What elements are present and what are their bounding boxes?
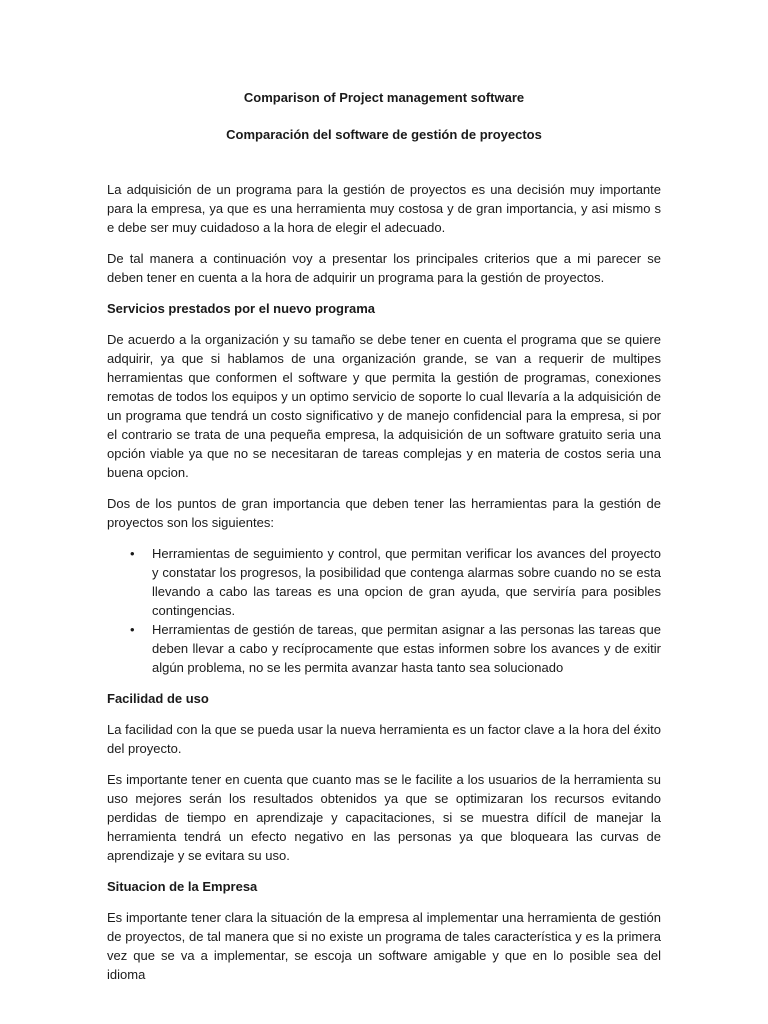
list-item-text: Herramientas de gestión de tareas, que permitan asignar a las personas las tareas que deben llevar a cabo y recíprocamente que estas informen sobre los avances y de exitir algún problema, no se les permita avanzar hasta tanto sea solucionado — [152, 622, 661, 675]
list-item — [130, 544, 661, 620]
situacion-paragraph-1: Es importante tener clara la situación de la empresa al implementar una herramienta de gestión de proyectos, de tal manera que si no existe un programa de tales característica y es la primera vez que se va a implementar, se escoja un software amigable y que en lo posible sea del idioma — [107, 910, 661, 982]
title-english: Comparison of Project management software — [243, 90, 525, 105]
facilidad-paragraph-1: La facilidad con la que se pueda usar la nueva herramienta es un factor clave a la hora del éxito del proyecto. — [107, 722, 661, 756]
section-heading-servicios: Servicios prestados por el nuevo programa — [107, 301, 376, 316]
servicios-paragraph-2: Dos de los puntos de gran importancia que deben tener las herramientas para la gestión de proyectos son los siguientes: — [107, 496, 661, 530]
list-item-text: Herramientas de seguimiento y control, que permitan verificar los avances del proyecto y constatar los progresos, la posibilidad que contenga alarmas sobre cuando no se esta llevando a cabo las tareas es una opcion de gran ayuda, que serviría para posibles contingencias. — [152, 546, 661, 618]
servicios-paragraph-1: De acuerdo a la organización y su tamaño se debe tener en cuenta el programa que se quiere adquirir, ya que si hablamos de una organización grande, se van a requerir de multipes herramientas que conformen el software y que permita la gestión de programas, conexiones remotas de todos los equipos y un optimo servicio de soporte lo cual llevaría a la adquisición de un programa que tendrá un costo significativo y de manejo confidencial para la empresa, si por el contrario se trata de una pequeña empresa, la adquisición de un software gratuito seria una opción viable ya que no se necesitaran de tareas complejas y en materia de costos seria una buena opcion. — [107, 332, 661, 480]
intro-paragraph-2: De tal manera a continuación voy a presentar los principales criterios que a mi parecer se deben tener en cuenta a la hora de adquirir un programa para la gestión de proyectos. — [107, 251, 661, 285]
facilidad-paragraph-2: Es importante tener en cuenta que cuanto mas se le facilite a los usuarios de la herramienta su uso mejores serán los resultados obtenidos ya que se optimizaran los recursos evitando perdidas de tiempo en aprendizaje y capacitaciones, si se muestra difícil de manejar la herramienta tendrá un efecto negativo en las personas ya que bloqueara las curvas de aprendizaje y se evitara su uso. — [107, 772, 661, 863]
document-body — [107, 88, 661, 996]
list-item — [130, 620, 661, 677]
intro-paragraph-1: La adquisición de un programa para la gestión de proyectos es una decisión muy importante para la empresa, ya que es una herramienta muy costosa y de gran importancia, y asi mismo s e debe ser muy cuidadoso a la hora de elegir el adecuado. — [107, 182, 661, 235]
bullet-icon: • — [130, 622, 135, 637]
servicios-bullet-list — [107, 544, 661, 677]
section-heading-situacion: Situacion de la Empresa — [107, 879, 258, 894]
bullet-icon: • — [130, 546, 135, 561]
section-heading-facilidad: Facilidad de uso — [107, 691, 209, 706]
title-spanish: Comparación del software de gestión de proyectos — [226, 127, 542, 142]
